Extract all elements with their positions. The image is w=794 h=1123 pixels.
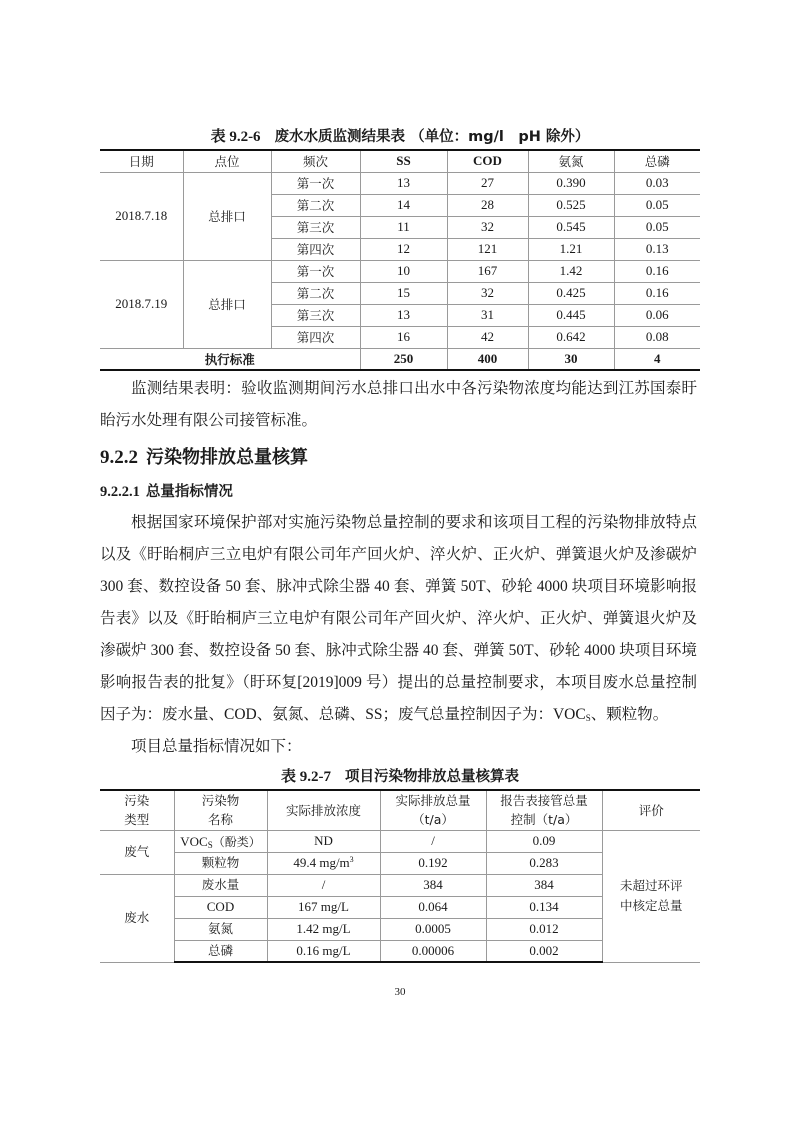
control-cell: 0.002 (486, 940, 602, 962)
header-total-phosphorus: 总磷 (614, 150, 700, 172)
ammonia-cell: 1.21 (528, 238, 614, 260)
tp-cell: 0.05 (614, 216, 700, 238)
cod-cell: 32 (447, 216, 528, 238)
paragraph-subscript: S (585, 713, 591, 723)
table2-caption-label: 表 9.2-7 (281, 769, 331, 785)
ammonia-cell: 0.390 (528, 172, 614, 194)
tp-cell: 0.16 (614, 282, 700, 304)
header-ss: SS (360, 150, 447, 172)
header-line: 实际排放总量 (395, 793, 471, 809)
ammonia-cell: 0.545 (528, 216, 614, 238)
ss-cell: 13 (360, 304, 447, 326)
control-cell: 0.012 (486, 918, 602, 940)
table-row (100, 172, 700, 194)
standard-label: 执行标准 (100, 348, 360, 370)
ss-cell: 14 (360, 194, 447, 216)
header-date: 日期 (100, 150, 183, 172)
actual-cell: 0.064 (380, 896, 486, 918)
table1-caption-title: 废水水质监测结果表 （单位：mg/l pH 除外） (274, 129, 590, 145)
header-line: 控制（t/a） (510, 812, 578, 828)
page-number: 30 (394, 986, 406, 998)
paragraph-tail: 、颗粒物。 (590, 706, 669, 723)
standard-tp: 4 (614, 348, 700, 370)
cod-cell: 167 (447, 260, 528, 282)
table1-caption-label: 表 9.2-6 (210, 129, 261, 145)
cod-cell: 32 (447, 282, 528, 304)
date-cell: 2018.7.18 (100, 172, 183, 260)
total-control-paragraph (100, 507, 697, 731)
tp-cell: 0.06 (614, 304, 700, 326)
ammonia-cell: 1.42 (528, 260, 614, 282)
header-pollution-type (100, 790, 174, 830)
header-line: 污染 (124, 793, 150, 809)
subsection-heading (100, 481, 697, 503)
cod-cell: 121 (447, 238, 528, 260)
tp-cell: 0.16 (614, 260, 700, 282)
header-pollutant-name (174, 790, 267, 830)
standard-cod: 400 (447, 348, 528, 370)
ss-cell: 13 (360, 172, 447, 194)
pollutant-total-table (100, 789, 700, 963)
header-line: 类型 (124, 812, 150, 828)
ss-cell: 15 (360, 282, 447, 304)
tp-cell: 0.03 (614, 172, 700, 194)
conc-cell: / (267, 874, 380, 896)
conc-value: 49.4 mg/m (293, 855, 350, 870)
type-cell-water: 废水 (100, 874, 174, 962)
ss-cell: 10 (360, 260, 447, 282)
pollutant-cell (174, 830, 267, 852)
cod-cell: 28 (447, 194, 528, 216)
tp-cell: 0.13 (614, 238, 700, 260)
control-cell: 384 (486, 874, 602, 896)
tp-cell: 0.08 (614, 326, 700, 348)
ammonia-cell: 0.445 (528, 304, 614, 326)
site-cell: 总排口 (183, 172, 271, 260)
frequency-cell: 第一次 (271, 260, 360, 282)
standard-row (100, 348, 700, 370)
type-cell-gas: 废气 (100, 830, 174, 874)
tp-cell: 0.05 (614, 194, 700, 216)
subsection-title: 总量指标情况 (145, 484, 233, 500)
voc-qualifier: （酚类） (212, 834, 261, 849)
frequency-cell: 第四次 (271, 238, 360, 260)
subsection-number: 9.2.2.1 (100, 484, 140, 500)
cod-cell: 27 (447, 172, 528, 194)
monitoring-conclusion-paragraph: 监测结果表明：验收监测期间污水总排口出水中各污染物浓度均能达到江苏国泰盱眙污水处理有限公司接管标准。 (100, 380, 697, 429)
pollutant-cell: COD (174, 896, 267, 918)
date-cell: 2018.7.19 (100, 260, 183, 348)
frequency-cell: 第二次 (271, 194, 360, 216)
header-cod: COD (447, 150, 528, 172)
control-cell: 0.283 (486, 852, 602, 874)
actual-cell: 384 (380, 874, 486, 896)
pollutant-cell: 氨氮 (174, 918, 267, 940)
site-cell: 总排口 (183, 260, 271, 348)
actual-cell: / (380, 830, 486, 852)
section-number: 9.2.2 (100, 447, 138, 468)
header-line: 名称 (207, 812, 233, 828)
section-title: 污染物排放总量核算 (146, 447, 308, 468)
table1-header-row (100, 150, 700, 172)
ammonia-cell: 0.525 (528, 194, 614, 216)
actual-cell: 0.192 (380, 852, 486, 874)
conc-cell: 1.42 mg/L (267, 918, 380, 940)
header-line: 污染物 (201, 793, 240, 809)
pollutant-cell: 总磷 (174, 940, 267, 962)
conc-cell (267, 852, 380, 874)
header-control-total (486, 790, 602, 830)
header-actual-concentration: 实际排放浓度 (267, 790, 380, 830)
pollutant-cell: 颗粒物 (174, 852, 267, 874)
ss-cell: 16 (360, 326, 447, 348)
ammonia-cell: 0.642 (528, 326, 614, 348)
control-cell: 0.09 (486, 830, 602, 852)
frequency-cell: 第三次 (271, 216, 360, 238)
table2-caption-title: 项目污染物排放总量核算表 (345, 769, 519, 785)
header-line: （t/a） (412, 812, 454, 828)
intro-paragraph: 项目总量指标情况如下： (131, 738, 302, 755)
voc-subscript: S (207, 839, 213, 850)
cod-cell: 42 (447, 326, 528, 348)
standard-ammonia: 30 (528, 348, 614, 370)
conc-cell: 0.16 mg/L (267, 940, 380, 962)
evaluation-cell (602, 830, 700, 962)
table-row (100, 830, 700, 852)
conc-superscript: 3 (349, 855, 354, 864)
table-row (100, 260, 700, 282)
evaluation-line: 未超过环评 (619, 878, 683, 893)
paragraph-body: 根据国家环境保护部对实施污染物总量控制的要求和该项目工程的污染物排放特点以及《盱眙桐庐三立电炉有限公司年产回火炉、淬火炉、正火炉、弹簧退火炉及渗碳炉 300 套、数控设备 50 套、脉冲式除尘器 40 套、弹簧 50T、砂轮 4000 块项目环境影响报告表》以及《盱眙桐庐三立电炉有限公司年产回火炉、淬火炉、正火炉、弹簧退火炉及渗碳炉 300 套、数控设备 50 套、脉冲式除尘器 40 套、弹簧 50T、砂轮 4000 块项目环境影响报告表的批复》（盱环复[2019]009 号）提出的总量控制要求，本项目废水总量控制因子为：废水量、COD、氨氮、总磷、SS；废气总量控制因子为：VOC (100, 514, 697, 723)
table1-caption (100, 127, 700, 147)
header-site: 点位 (183, 150, 271, 172)
frequency-cell: 第二次 (271, 282, 360, 304)
ss-cell: 11 (360, 216, 447, 238)
actual-cell: 0.0005 (380, 918, 486, 940)
header-line: 报告表接管总量 (500, 793, 588, 809)
table2-header-row (100, 790, 700, 830)
standard-ss: 250 (360, 348, 447, 370)
cod-cell: 31 (447, 304, 528, 326)
ammonia-cell: 0.425 (528, 282, 614, 304)
voc-name: VOC (180, 833, 208, 849)
conc-cell: ND (267, 830, 380, 852)
pollutant-cell: 废水量 (174, 874, 267, 896)
header-evaluation: 评价 (602, 790, 700, 830)
header-actual-total (380, 790, 486, 830)
frequency-cell: 第四次 (271, 326, 360, 348)
wastewater-quality-table (100, 149, 700, 371)
ss-cell: 12 (360, 238, 447, 260)
actual-cell: 0.00006 (380, 940, 486, 962)
evaluation-line: 中核定总量 (619, 898, 683, 913)
header-frequency: 频次 (271, 150, 360, 172)
frequency-cell: 第一次 (271, 172, 360, 194)
section-heading (100, 445, 697, 471)
table2-caption (100, 767, 700, 787)
conc-cell: 167 mg/L (267, 896, 380, 918)
control-cell: 0.134 (486, 896, 602, 918)
frequency-cell: 第三次 (271, 304, 360, 326)
header-ammonia: 氨氮 (528, 150, 614, 172)
